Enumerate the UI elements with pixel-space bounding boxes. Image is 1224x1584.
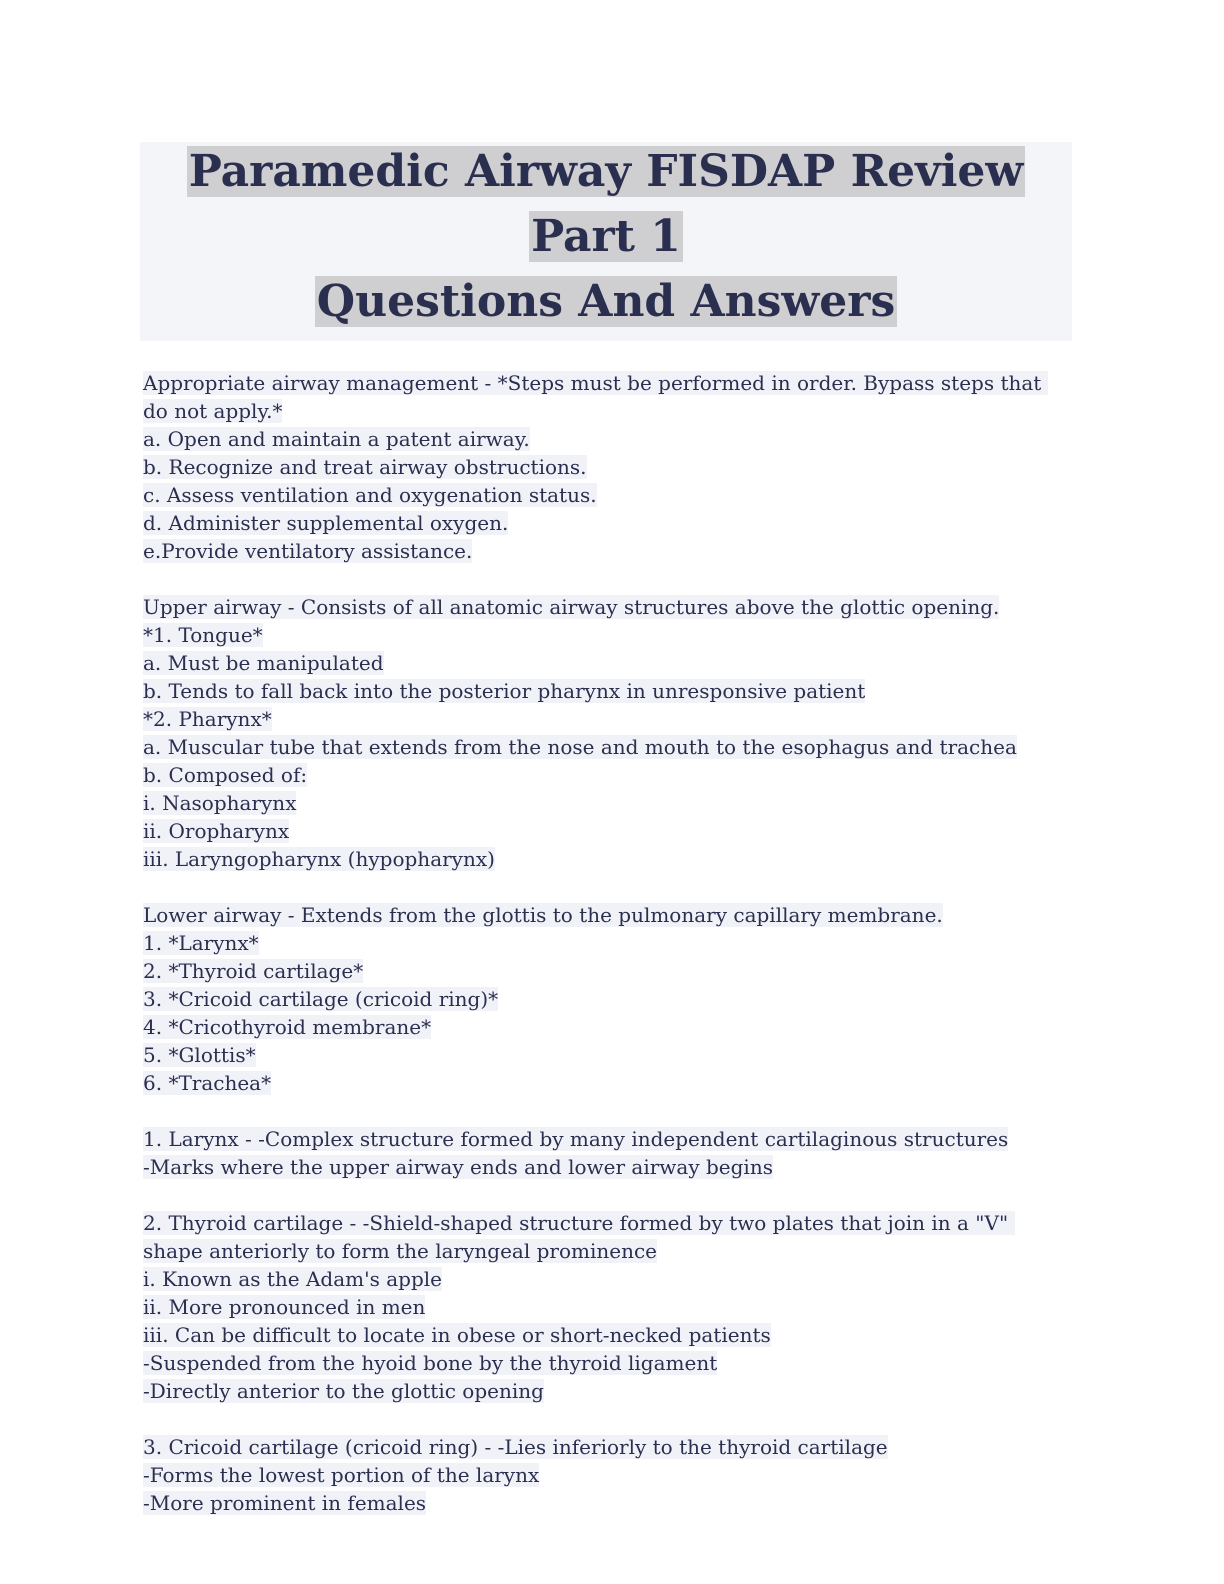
text-line [143,537,1072,565]
text-line-content: 1. Larynx - -Complex structure formed by many independent cartilaginous structures [143,1127,1009,1151]
text-line-content: b. Composed of: [143,763,308,787]
text-line [143,845,1072,873]
page-title-line-2: Questions And Answers [316,276,896,327]
qa-section [143,369,1072,565]
text-line-content: e.Provide ventilatory assistance. [143,539,473,563]
text-line-content: d. Administer supplemental oxygen. [143,511,509,535]
text-line-content: 2. Thyroid cartilage - -Shield-shaped structure formed by two plates that join in a "V" shape anteriorly to form the laryngeal prominence [143,1211,1015,1263]
text-line [143,733,1072,761]
text-line-content: 2. *Thyroid cartilage* [143,959,364,983]
text-line-content: 6. *Trachea* [143,1071,272,1095]
text-line [143,761,1072,789]
document-body [140,369,1072,1517]
text-line [143,929,1072,957]
text-line-content: 1. *Larynx* [143,931,259,955]
text-line-content: a. Must be manipulated [143,651,384,675]
title-block [140,142,1072,341]
text-line [143,649,1072,677]
text-line [143,481,1072,509]
text-line [143,901,1072,929]
text-line [143,453,1072,481]
text-line-content: *2. Pharynx* [143,707,272,731]
text-line [143,593,1072,621]
text-line [143,1321,1072,1349]
text-line-content: b. Recognize and treat airway obstructions. [143,455,587,479]
text-line [143,1349,1072,1377]
text-line [143,1461,1072,1489]
text-line [143,1293,1072,1321]
text-line [143,1013,1072,1041]
text-line-content: -Suspended from the hyoid bone by the thyroid ligament [143,1351,718,1375]
text-line-content: c. Assess ventilation and oxygenation status. [143,483,597,507]
document-page [140,142,1072,1545]
text-line-content: b. Tends to fall back into the posterior pharynx in unresponsive patient [143,679,866,703]
text-line-content: Appropriate airway management - *Steps must be performed in order. Bypass steps that do not apply.* [143,371,1048,423]
text-line-content: Lower airway - Extends from the glottis to the pulmonary capillary membrane. [143,903,943,927]
qa-section [143,1433,1072,1517]
text-line-content: -Marks where the upper airway ends and lower airway begins [143,1155,773,1179]
qa-section [143,1209,1072,1405]
text-line-content: 4. *Cricothyroid membrane* [143,1015,432,1039]
text-line-content: a. Open and maintain a patent airway. [143,427,530,451]
text-line [143,1041,1072,1069]
text-line-content: Upper airway - Consists of all anatomic airway structures above the glottic opening. [143,595,1000,619]
text-line [143,1069,1072,1097]
page-title-line-1: Paramedic Airway FISDAP Review Part 1 [188,146,1024,262]
text-line-content: 5. *Glottis* [143,1043,256,1067]
text-line [143,1265,1072,1293]
text-line [143,1433,1072,1461]
text-line [143,1377,1072,1405]
text-line-content: 3. Cricoid cartilage (cricoid ring) - -Lies inferiorly to the thyroid cartilage [143,1435,888,1459]
text-line-content: ii. More pronounced in men [143,1295,426,1319]
text-line-content: i. Known as the Adam's apple [143,1267,443,1291]
text-line [143,1125,1072,1153]
text-line-content: iii. Laryngopharynx (hypopharynx) [143,847,495,871]
text-line [143,957,1072,985]
text-line [143,1153,1072,1181]
text-line [143,985,1072,1013]
text-line [143,369,1072,425]
text-line [143,509,1072,537]
text-line-content: -Forms the lowest portion of the larynx [143,1463,540,1487]
text-line [143,425,1072,453]
text-line-content: i. Nasopharynx [143,791,297,815]
text-line-content: -Directly anterior to the glottic opening [143,1379,544,1403]
text-line [143,789,1072,817]
text-line-content: -More prominent in females [143,1491,427,1515]
text-line-content: *1. Tongue* [143,623,263,647]
qa-section [143,901,1072,1097]
qa-section [143,593,1072,873]
text-line [143,1209,1072,1265]
text-line-content: iii. Can be difficult to locate in obese or short-necked patients [143,1323,771,1347]
text-line [143,817,1072,845]
text-line [143,1489,1072,1517]
qa-section [143,1125,1072,1181]
text-line-content: 3. *Cricoid cartilage (cricoid ring)* [143,987,499,1011]
text-line-content: a. Muscular tube that extends from the nose and mouth to the esophagus and trachea [143,735,1017,759]
text-line-content: ii. Oropharynx [143,819,290,843]
text-line [143,705,1072,733]
text-line [143,677,1072,705]
text-line [143,621,1072,649]
